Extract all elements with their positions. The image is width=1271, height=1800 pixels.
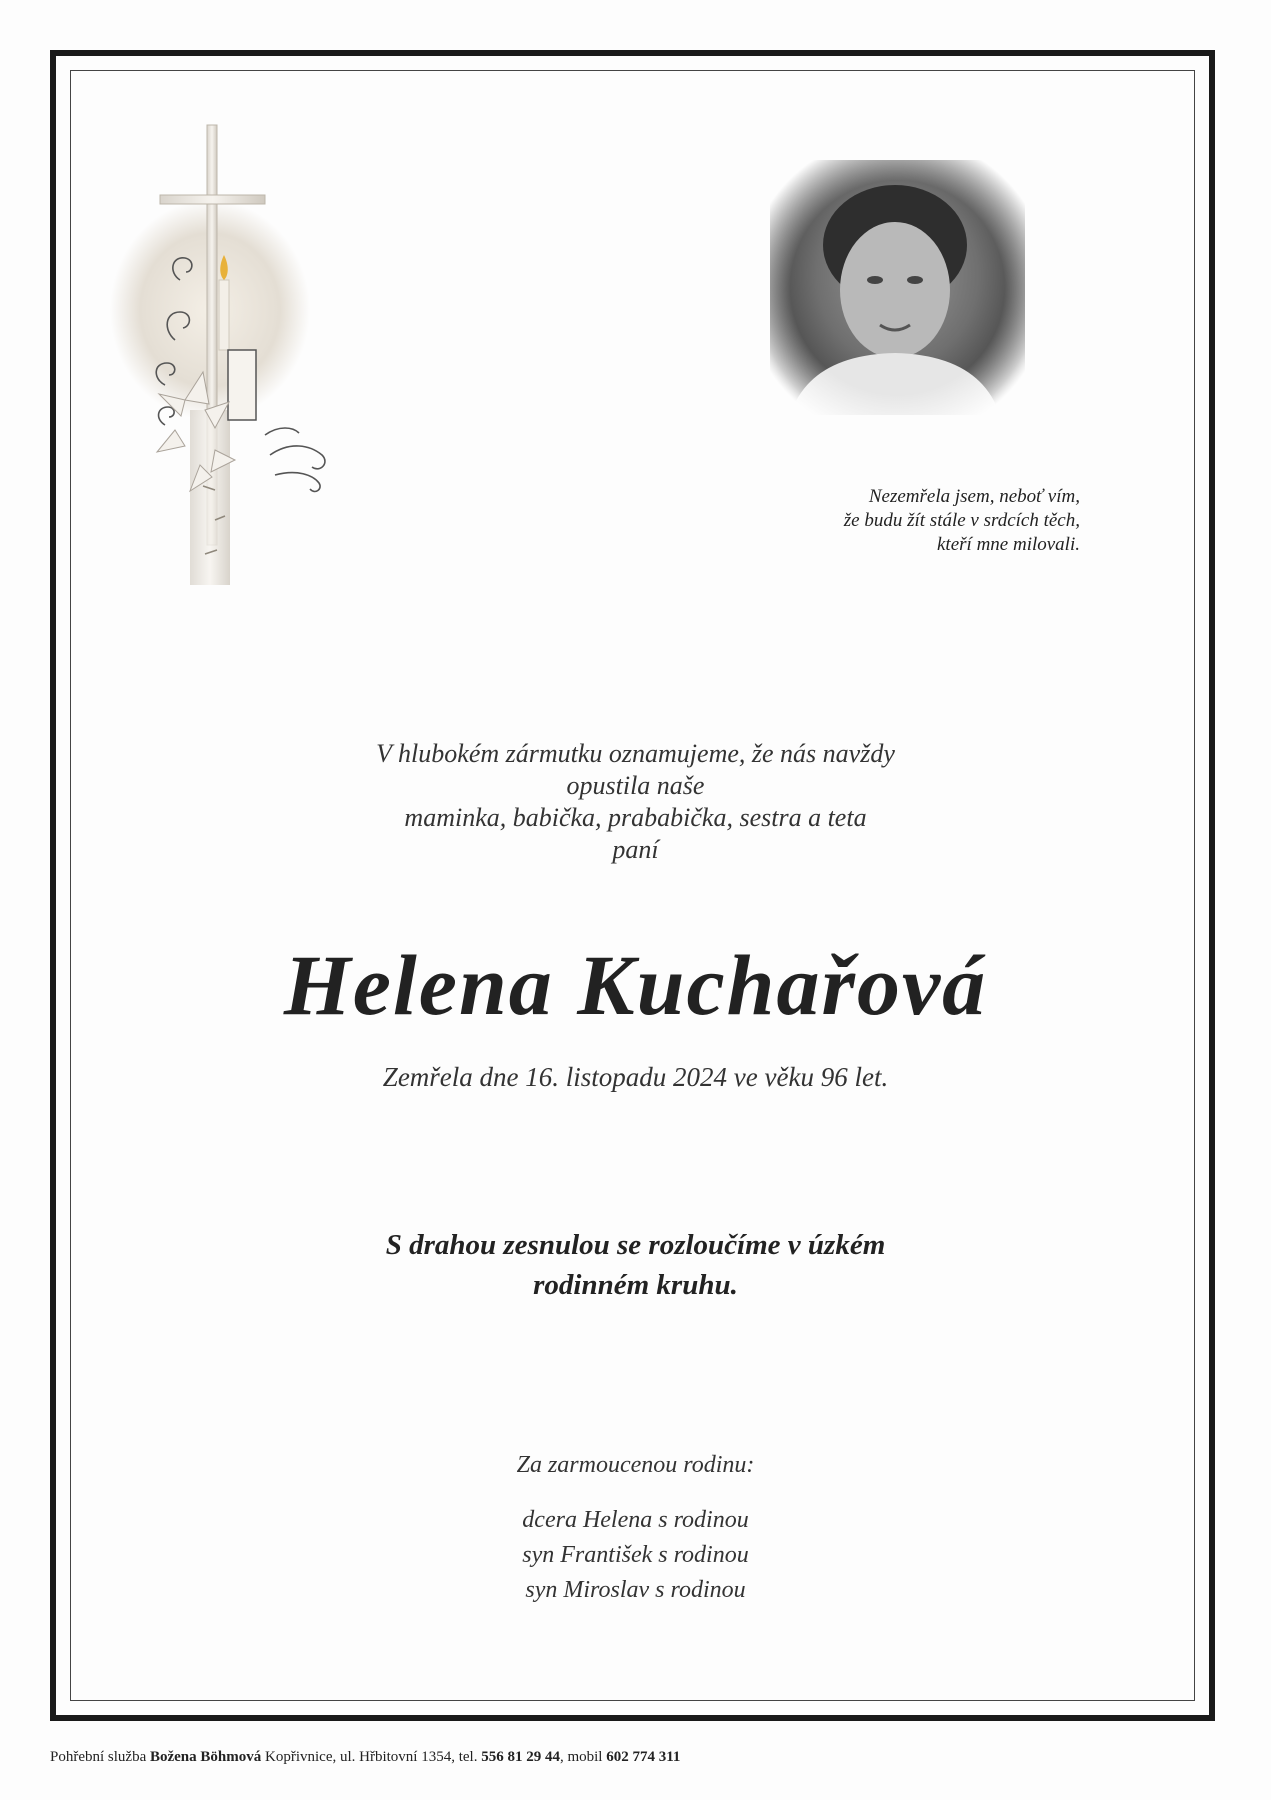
announcement-line: opustila naše: [566, 771, 705, 800]
motto-line: Nezemřela jsem, neboť vím,: [868, 486, 1080, 507]
family-member: syn František s rodinou: [522, 1542, 749, 1568]
announcement-text: [0, 738, 1271, 866]
family-member: syn Miroslav s rodinou: [525, 1577, 746, 1603]
family-heading: Za zarmoucenou rodinu:: [516, 1452, 755, 1478]
announcement-line: V hlubokém zármutku oznamujeme, že nás navždy: [376, 739, 895, 768]
farewell-text: [0, 1225, 1271, 1305]
cross-candle-lily-icon: [105, 80, 335, 600]
announcement-line: paní: [612, 835, 659, 864]
death-date-line: Zemřela dne 16. listopadu 2024 ve věku 96 let.: [382, 1062, 889, 1092]
farewell-line: S drahou zesnulou se rozloučíme v úzkém: [385, 1229, 886, 1261]
portrait-person-icon: [770, 160, 1025, 415]
farewell-line: rodinném kruhu.: [533, 1269, 738, 1301]
motto-line: kteří mne milovali.: [937, 534, 1080, 555]
announcement-line: maminka, babička, prababička, sestra a teta: [404, 803, 867, 832]
portrait-photo: [770, 160, 1025, 415]
motto-quote: [640, 485, 1080, 557]
footer-company: Božena Böhmová: [149, 1749, 262, 1765]
family-member: dcera Helena s rodinou: [522, 1507, 749, 1533]
footer-phone: 556 81 29 44: [481, 1749, 560, 1765]
footer-mobile-label: , mobil: [559, 1749, 603, 1765]
motto-line: že budu žít stále v srdcích těch,: [843, 510, 1080, 531]
footer-address: Kopřivnice, ul. Hřbitovní 1354, tel.: [265, 1749, 478, 1765]
deceased-name: Helena Kuchařová: [283, 937, 988, 1033]
footer-prefix: Pohřební služba: [50, 1749, 147, 1765]
footer-mobile: 602 774 311: [606, 1749, 681, 1765]
funeral-service-footer: [50, 1749, 680, 1766]
family-members: [0, 1503, 1271, 1608]
